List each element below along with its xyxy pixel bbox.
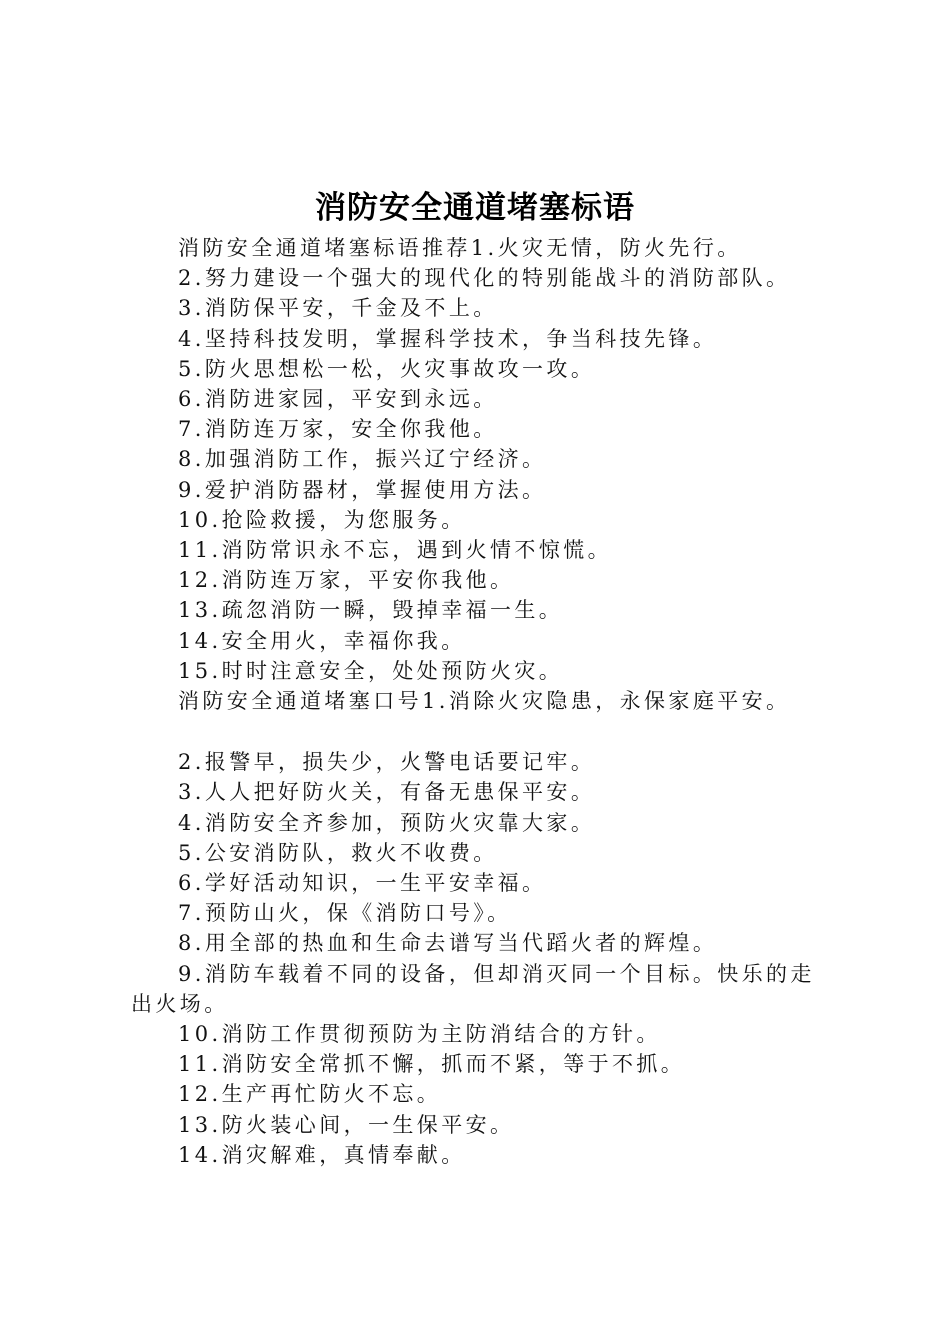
slogan-item: 12.消防连万家，平安你我他。 [178,568,515,593]
slogan-item: 2.报警早，损失少，火警电话要记牢。 [178,750,596,775]
slogan-item: 4.坚持科技发明，掌握科学技术，争当科技先锋。 [178,326,718,351]
slogan-item: 4.消防安全齐参加，预防火灾靠大家。 [178,810,596,835]
slogan-item: 14.安全用火，幸福你我。 [178,628,466,653]
slogan-item: 12.生产再忙防火不忘。 [178,1082,442,1107]
slogan-item: 13.疏忽消防一瞬，毁掉幸福一生。 [178,598,564,623]
document-body [131,233,831,1170]
slogan-item: 5.防火思想松一松，火灾事故攻一攻。 [178,356,596,381]
slogan-item: 11.消防安全常抓不懈，抓而不紧，等于不抓。 [178,1052,686,1077]
blank-line [131,716,831,747]
document-title: 消防安全通道堵塞标语 [315,190,635,226]
slogan-item: 3.人人把好防火关，有备无患保平安。 [178,780,596,805]
slogan-item: 7.预防山火，保《消防口号》。 [178,901,512,926]
slogan-item: 8.用全部的热血和生命去谱写当代蹈火者的辉煌。 [178,931,718,956]
slogan-item: 9.消防车载着不同的设备，但却消灭同一个目标。快乐的走出火场。 [131,961,815,1016]
slogan-item: 2.努力建设一个强大的现代化的特别能战斗的消防部队。 [178,266,791,291]
slogan-item: 5.公安消防队，救火不收费。 [178,840,498,865]
slogan-item: 6.消防进家园，平安到永远。 [178,387,498,412]
slogan-item: 6.学好活动知识，一生平安幸福。 [178,871,547,896]
slogan-item: 10.抢险救援，为您服务。 [178,507,466,532]
slogan-item: 14.消灾解难，真情奉献。 [178,1142,466,1167]
slogan-item: 11.消防常识永不忘，遇到火情不惊慌。 [178,538,612,563]
paragraph-intro: 消防安全通道堵塞标语推荐1.火灾无情，防火先行。 [178,236,742,260]
slogan-item: 8.加强消防工作，振兴辽宁经济。 [178,447,547,472]
paragraph-slogan-section: 消防安全通道堵塞口号1.消除火灾隐患，永保家庭平安。 [178,689,791,714]
slogan-item: 3.消防保平安，千金及不上。 [178,296,498,321]
slogan-item: 7.消防连万家，安全你我他。 [178,417,498,442]
slogan-item: 9.爱护消防器材，掌握使用方法。 [178,477,547,502]
slogan-item: 13.防火装心间，一生保平安。 [178,1112,515,1137]
slogan-item: 15.时时注意安全，处处预防火灾。 [178,658,564,683]
slogan-item: 10.消防工作贯彻预防为主防消结合的方针。 [178,1022,661,1047]
